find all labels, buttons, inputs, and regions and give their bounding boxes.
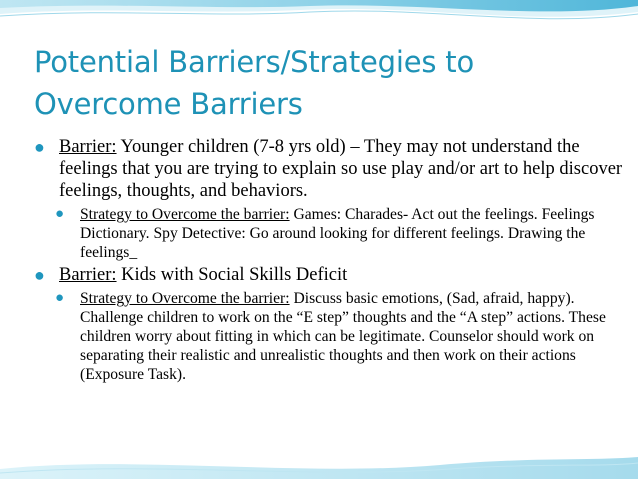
bottom-wave-decoration	[0, 447, 638, 479]
bullet-icon: ●	[55, 206, 65, 222]
bullet-barrier-younger-children	[34, 136, 630, 202]
slide-title: Potential Barriers/Strategies to Overcome Barriers	[34, 45, 474, 121]
bullet-barrier-social-skills	[34, 264, 630, 286]
bullet-text: Kids with Social Skills Deficit	[116, 265, 348, 285]
bullet-text: Younger children (7-8 yrs old) – They may not understand the feelings that you are trying to explain so use play and/or art to help discover feelings, thoughts, and behaviors.	[59, 137, 623, 201]
bullet-icon: ●	[34, 265, 45, 285]
sub-bullet-label: Strategy to Overcome the barrier:	[80, 206, 290, 223]
bullet-icon: ●	[34, 137, 45, 157]
bullet-icon: ●	[55, 290, 65, 306]
sub-bullet-strategy-emotions	[55, 289, 608, 384]
sub-bullet-strategy-games	[55, 205, 608, 262]
slide-content	[34, 136, 630, 386]
bullet-label: Barrier:	[59, 137, 117, 157]
sub-bullet-text: Discuss basic emotions, (Sad, afraid, happy). Challenge children to work on the “E step” thoughts and the “A step” actions. These children worry about fitting in which can be legitimate. Counselor should work on separating their realistic and unrealistic thoughts and then work on their actions (Exposure Task).	[80, 290, 606, 383]
sub-bullet-text: Games: Charades- Act out the feelings. Feelings Dictionary. Spy Detective: Go around looking for different feelings. Drawing the feelings_	[80, 206, 595, 261]
sub-bullet-label: Strategy to Overcome the barrier:	[80, 290, 290, 307]
top-wave-decoration	[0, 0, 638, 40]
bullet-label: Barrier:	[59, 265, 117, 285]
